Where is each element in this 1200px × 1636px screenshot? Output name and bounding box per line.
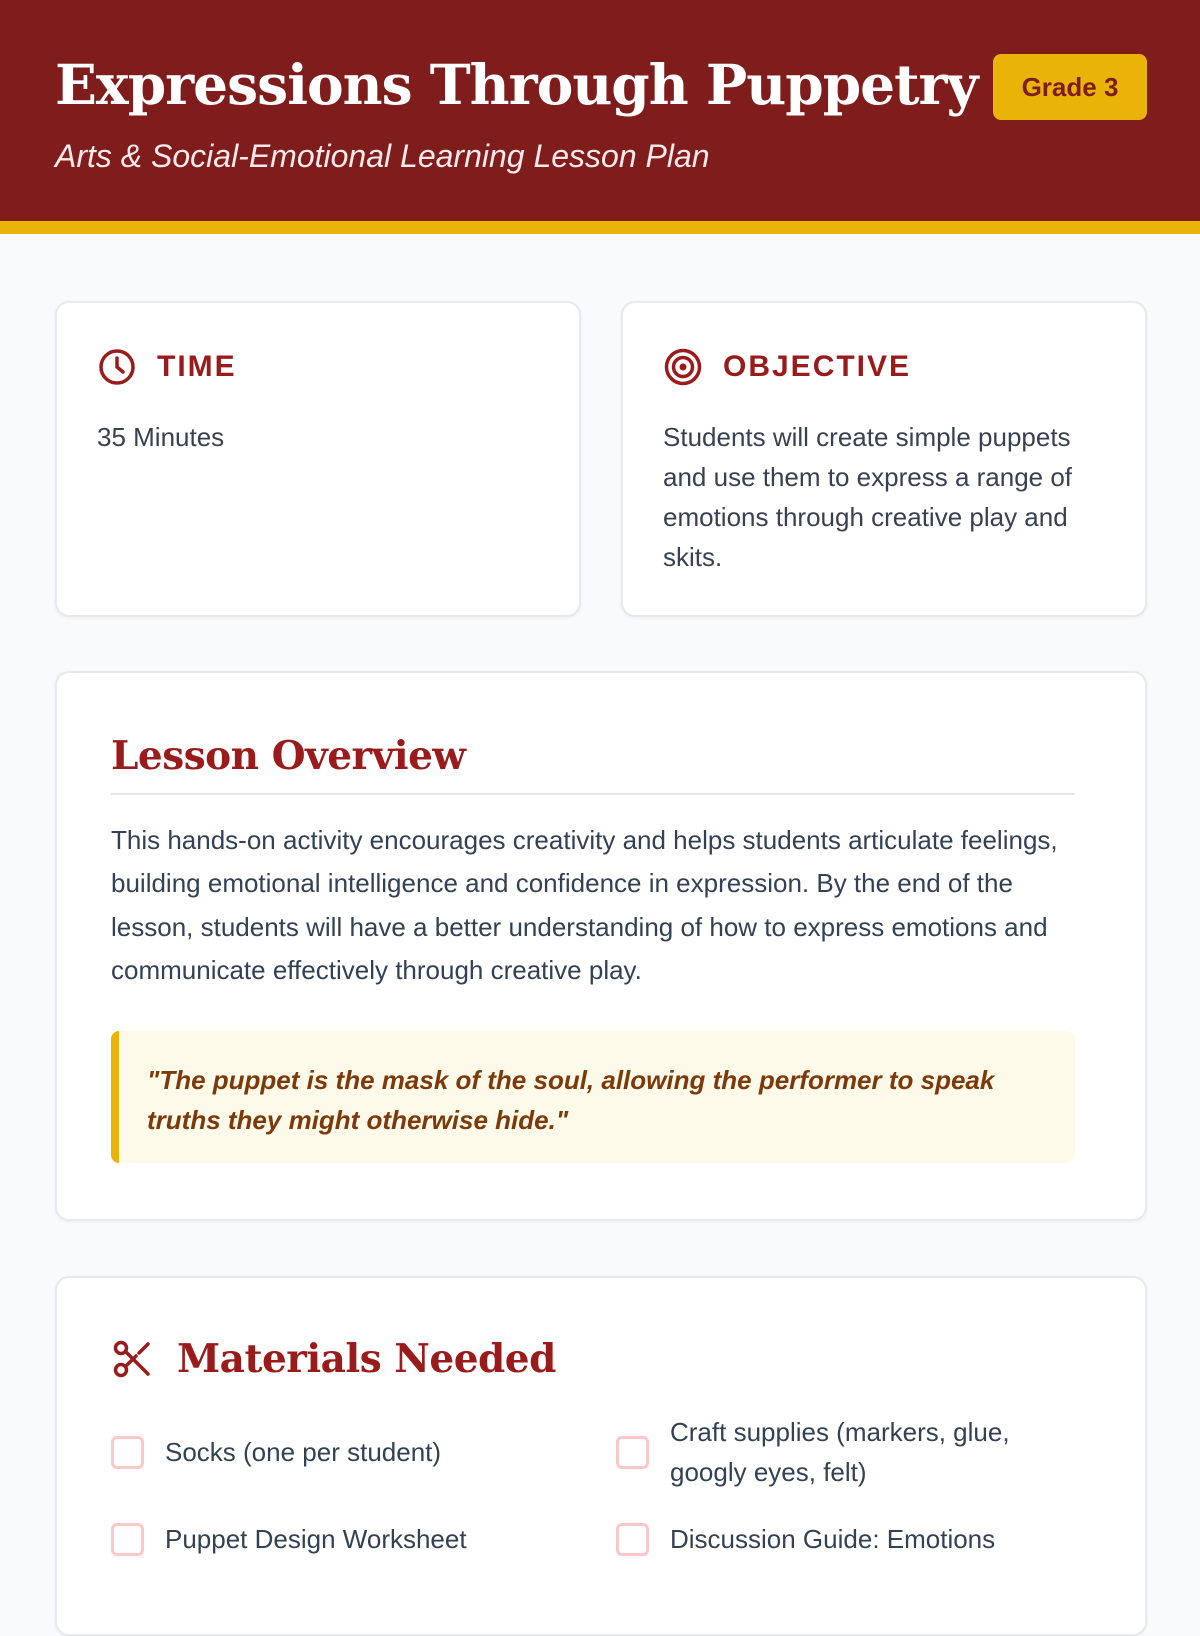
time-label: TIME — [157, 350, 237, 383]
divider — [111, 793, 1075, 795]
material-item[interactable] — [111, 1432, 441, 1472]
material-checkbox[interactable] — [111, 1436, 144, 1469]
time-card-header — [97, 347, 237, 387]
target-icon — [663, 347, 703, 387]
material-checkbox[interactable] — [616, 1523, 649, 1556]
page-title: Expressions Through Puppetry — [55, 52, 978, 117]
materials-card — [55, 1276, 1147, 1636]
material-item[interactable] — [616, 1412, 1070, 1492]
material-item[interactable] — [616, 1519, 995, 1559]
material-label: Puppet Design Worksheet — [165, 1524, 467, 1554]
lesson-overview-text: This hands-on activity encourages creativity and helps students articulate feelings, building emotional intelligence and confidence in expression. By the end of the lesson, students will have a better understanding of how to express emotions and communicate effectively through creative play. — [111, 825, 1058, 985]
lesson-overview-card — [55, 671, 1147, 1221]
material-label: Discussion Guide: Emotions — [670, 1524, 996, 1554]
material-checkbox[interactable] — [111, 1523, 144, 1556]
objective-label: OBJECTIVE — [723, 350, 912, 383]
objective-text: Students will create simple puppets and use them to express a range of emotions through creative play and skits. — [663, 422, 1073, 572]
materials-header — [111, 1336, 556, 1382]
lesson-quote: "The puppet is the mask of the soul, allowing the performer to speak truths they might otherwise hide." — [111, 1031, 1075, 1163]
objective-card — [621, 301, 1147, 617]
time-value: 35 Minutes — [97, 422, 225, 452]
materials-title: Materials Needed — [177, 1336, 556, 1382]
clock-icon — [97, 347, 137, 387]
material-item[interactable] — [111, 1519, 467, 1559]
lesson-header — [0, 0, 1200, 234]
material-label: Socks (one per student) — [165, 1437, 442, 1467]
material-label: Craft supplies (markers, glue, googly eyes, felt) — [670, 1417, 1010, 1487]
time-card — [55, 301, 581, 617]
scissors-icon — [111, 1338, 153, 1380]
page-subtitle: Arts & Social-Emotional Learning Lesson Plan — [55, 138, 710, 174]
grade-badge: Grade 3 — [993, 54, 1147, 120]
lesson-overview-title: Lesson Overview — [111, 733, 466, 779]
objective-card-header — [663, 347, 911, 387]
material-checkbox[interactable] — [616, 1436, 649, 1469]
